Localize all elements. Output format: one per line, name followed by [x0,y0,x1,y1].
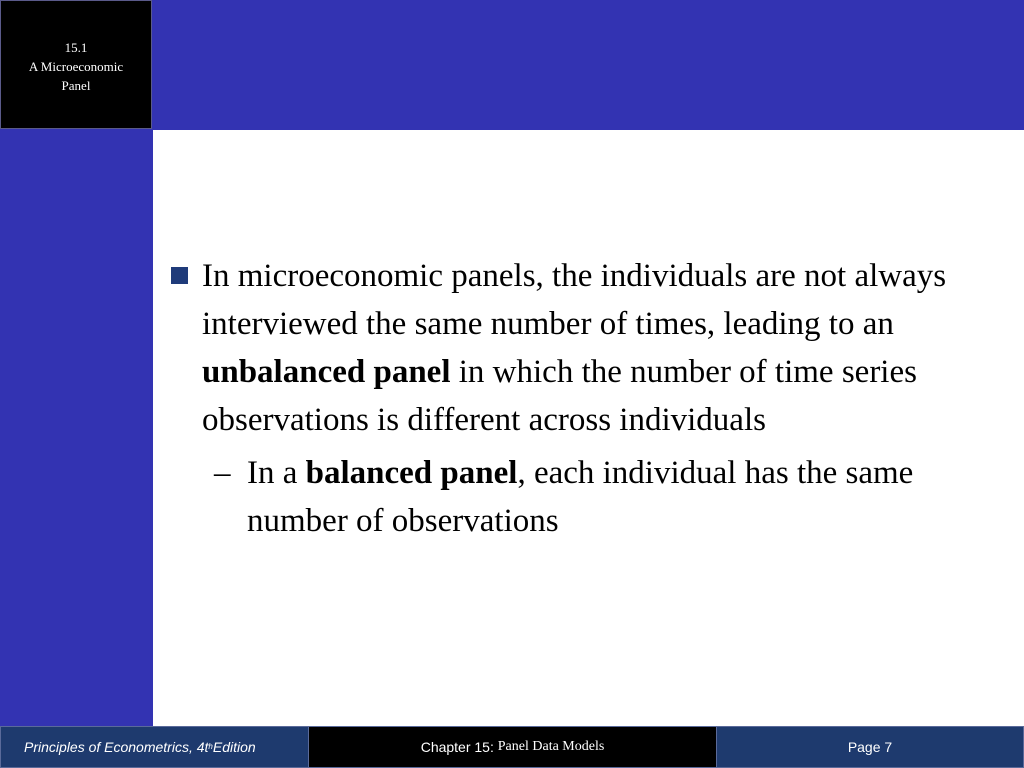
subbullet-text-bold: balanced panel [305,455,518,491]
footer-chapter [308,726,717,768]
top-band [0,0,1024,130]
subbullet-item [168,449,988,545]
footer-book-title: Principles of Econometrics, 4t h Edition [0,726,309,768]
chapter-label: Chapter 15: [420,739,494,755]
square-bullet-icon [171,267,188,284]
bullet-text-part2: in which the number of time series observations is different across individuals [202,354,917,438]
book-edition-text: Edition [212,739,256,755]
slide-content [168,252,988,545]
footer-page [716,726,1024,768]
chapter-title: Panel Data Models [497,739,605,754]
section-title-line2: Panel [61,78,91,93]
subbullet-text-part2: , each individual has the same number of observations [247,455,914,539]
footer-bar [0,726,1024,768]
section-title-line1: A Microeconomic [28,59,124,74]
bullet-text-bold: unbalanced panel [202,354,451,390]
book-title-text: Principles of Econometrics, 4t [24,739,209,755]
subbullet-text-part1: In a [247,455,306,491]
page-number: Page 7 [847,739,893,755]
bullet-text-part1: In microeconomic panels, the individuals are not always interviewed the same number of times, leading to an [202,258,947,342]
dash-bullet-icon: – [214,455,231,491]
section-label-box [0,0,152,129]
section-number: 15.1 [64,40,88,55]
bullet-item [168,252,988,444]
